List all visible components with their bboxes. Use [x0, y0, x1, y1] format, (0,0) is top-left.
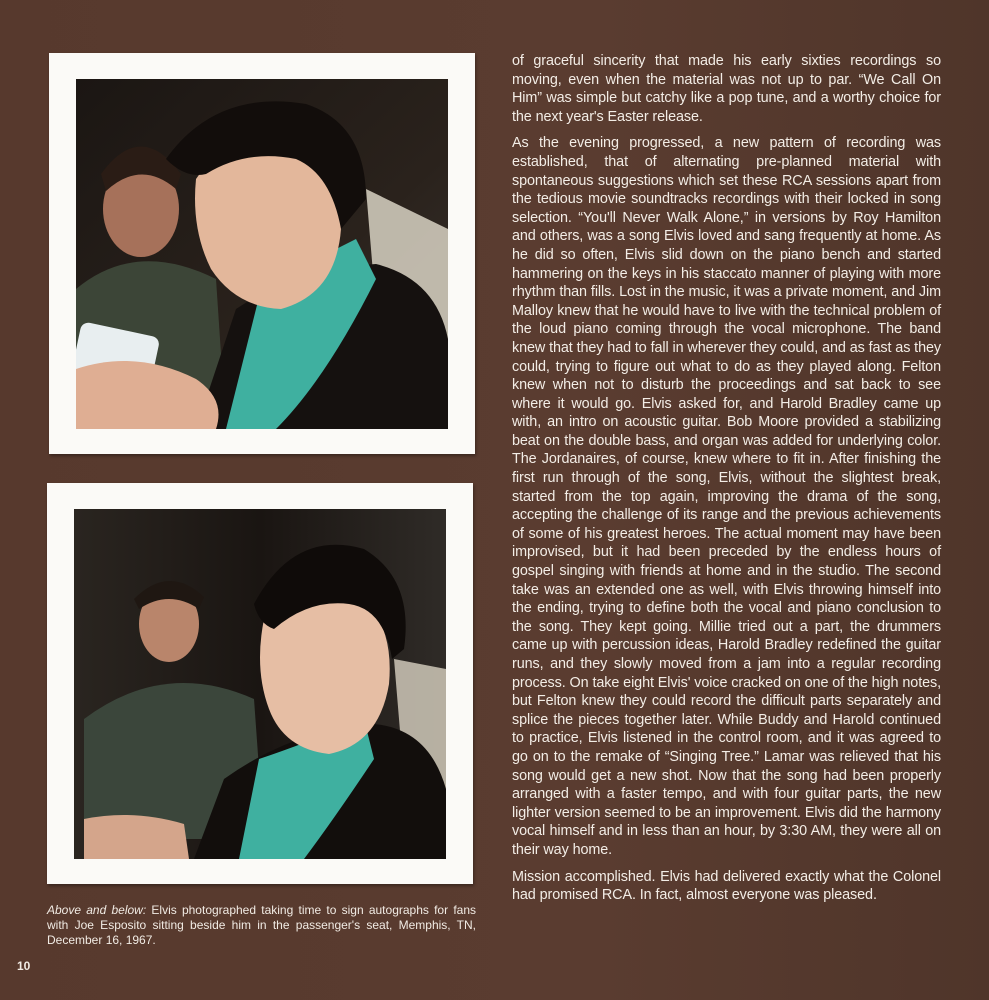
photo-caption: [47, 903, 476, 948]
caption-text: Elvis photographed taking time to sign autographs for fans with Joe Esposito sitting beside him in the passenger's seat, Memphis, TN, December 16, 1967.: [47, 903, 477, 947]
paragraph: of graceful sincerity that made his early sixties recordings so moving, even when the material was not up to par. “We Call On Him” was simple but catchy like a pop tune, and a worthy choice for the next year's Easter release.: [512, 53, 941, 125]
photo-bottom-image: [74, 509, 446, 859]
photo-bottom: [47, 483, 473, 884]
paragraph: As the evening progressed, a new pattern of recording was established, that of alternating pre-planned material with spontaneous suggestions which set these RCA sessions apart from the tedious movie soundtracks recordings with their locked in song selection. “You'll Never Walk Alone,” in versions by Roy Hamilton and others, was a song Elvis loved and sang frequently at home. As he did so often, Elvis slid down on the piano bench and started hammering on the keys in his staccato manner of playing with more rhythm than fills. Lost in the music, it was a private moment, and Jim Malloy knew that he would have to live with the technical problem of the loud piano coming through the vocal microphone. The band knew that they had to fall in wherever they could, and as fast as they could, trying to figure out what to do as they played along. Felton knew when not to disturb the proceedings and sat back to see where it would go. Elvis asked for, and Harold Bradley came up with, an intro on acoustic guitar. Bob Moore provided a stabilizing beat on the double bass, and organ was added for underlying color. The Jordanaires, of course, knew where to fit in. After finishing the first run through of the song, Elvis, without the slightest break, started from the top again, improving the drama of the song, accepting the challenge of its range and the previous achievements of some of his greatest heroes. The actual moment may have been improvised, but it had been preceded by the endless hours of gospel singing with friends at home and in the studio. The second take was an extended one as well, with Elvis throwing himself into the ending, trying to define both the vocal and piano conclusion to the song. They kept going. Millie tried out a part, the drummers came up with percussion ideas, Harold Bradley redefined the guitar runs, and they slowly moved from a jam into a regular recording process. On take eight Elvis' voice cracked on one of the high notes, but Felton knew they could record the difficult parts separately and splice the pieces together later. While Buddy and Harold continued to practice, Elvis listened in the control room, and it was agreed to go on to the remake of “Singing Tree.” Lamar was relieved that his song would get a new shot. Now that the song had been properly arranged with a faster tempo, and with four guitar parts, the new lighter version seemed to be an improvement. Elvis did the harmony vocal himself and in less than an hour, by 3:30 AM, they were all on their way home.: [512, 135, 941, 858]
article-body: [512, 52, 941, 913]
photo-top-image: [76, 79, 448, 429]
caption-lead: Above and below:: [47, 903, 147, 917]
photo-top: [49, 53, 475, 454]
page-number: 10: [17, 959, 31, 973]
paragraph: Mission accomplished. Elvis had delivered exactly what the Colonel had promised RCA. In fact, almost everyone was pleased.: [512, 868, 941, 904]
